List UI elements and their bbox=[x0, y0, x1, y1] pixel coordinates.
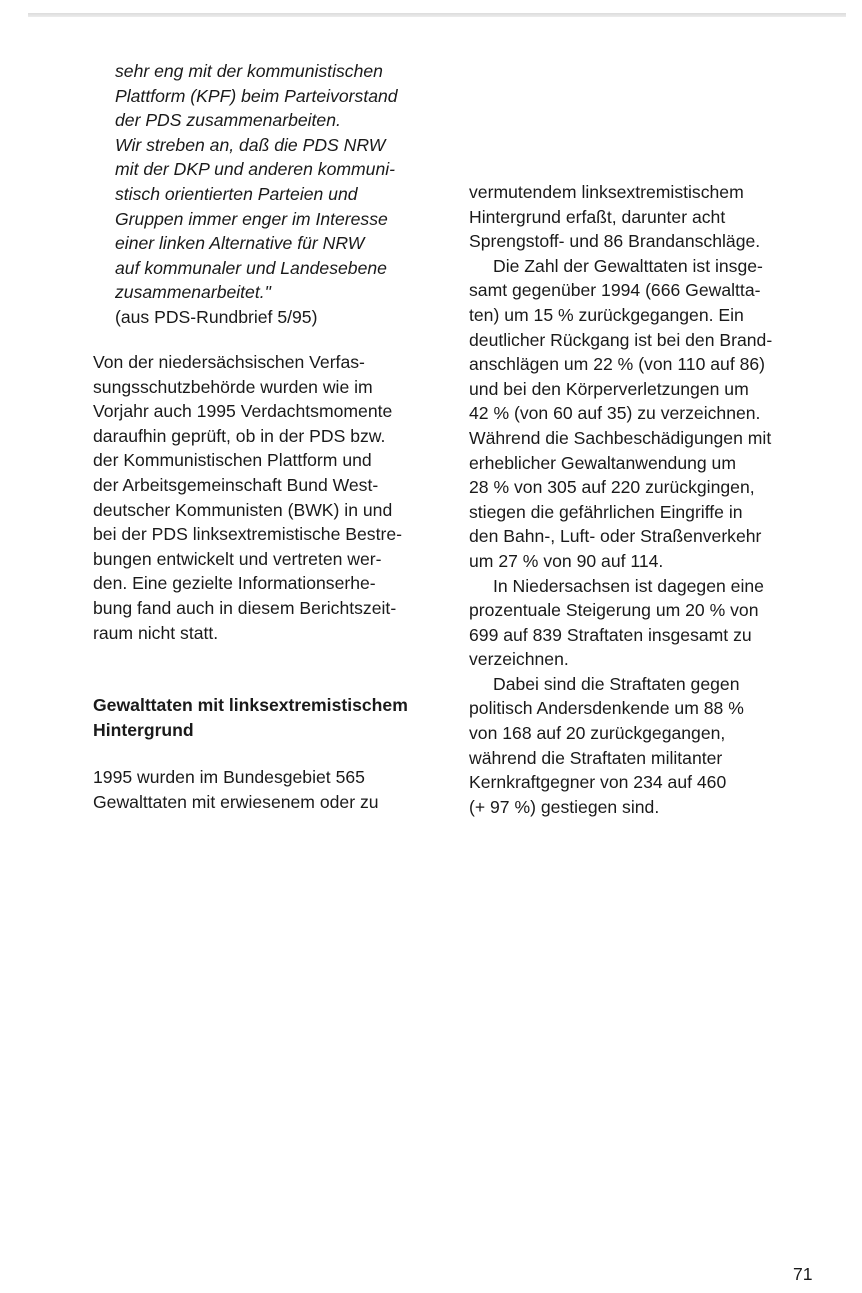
heading-line: Hintergrund bbox=[93, 719, 194, 740]
text-line: während die Straftaten militanter bbox=[469, 747, 723, 768]
text-line: In Niedersachsen ist dagegen eine bbox=[493, 575, 764, 596]
right-paragraph bbox=[469, 672, 819, 820]
text-line: der Kommunistischen Plattform und bbox=[93, 450, 372, 471]
quote-line: auf kommunaler und Landesebene bbox=[115, 257, 387, 278]
text-line: politisch Andersdenkende um 88 % bbox=[469, 698, 744, 719]
text-line: und bei den Körperverletzungen um bbox=[469, 378, 749, 399]
left-final-paragraph bbox=[93, 765, 438, 814]
quote-line: der PDS zusammenarbeiten. bbox=[115, 110, 341, 131]
text-line: samt gegenüber 1994 (666 Gewaltta- bbox=[469, 280, 761, 301]
text-line: Vorjahr auch 1995 Verdachtsmomente bbox=[93, 401, 393, 422]
quote-source: (aus PDS-Rundbrief 5/95) bbox=[115, 306, 318, 327]
left-body-paragraph bbox=[93, 350, 438, 645]
quote-line: sehr eng mit der kommunistischen bbox=[115, 61, 383, 81]
section-heading bbox=[93, 693, 438, 742]
text-line: prozentuale Steigerung um 20 % von bbox=[469, 600, 759, 621]
text-line: den Bahn-, Luft- oder Straßenverkehr bbox=[469, 526, 762, 547]
quote-line: Gruppen immer enger im Interesse bbox=[115, 208, 388, 229]
text-line: Sprengstoff- und 86 Brandanschläge. bbox=[469, 231, 761, 252]
text-line: 28 % von 305 auf 220 zurückgingen, bbox=[469, 477, 755, 498]
text-line: Gewalttaten mit erwiesenem oder zu bbox=[93, 791, 379, 812]
quote-line: Plattform (KPF) beim Parteivorstand bbox=[115, 85, 398, 106]
text-line: den. Eine gezielte Informationserhe- bbox=[93, 573, 376, 594]
right-column bbox=[469, 180, 819, 819]
text-line: (+ 97 %) gestiegen sind. bbox=[469, 796, 660, 817]
text-line: erheblicher Gewaltanwendung um bbox=[469, 452, 736, 473]
text-line: Von der niedersächsischen Verfas- bbox=[93, 352, 365, 372]
text-line: Während die Sachbeschädigungen mit bbox=[469, 427, 772, 448]
text-line: deutscher Kommunisten (BWK) in und bbox=[93, 499, 393, 520]
text-line: deutlicher Rückgang ist bei den Brand- bbox=[469, 329, 773, 350]
text-line: daraufhin geprüft, ob in der PDS bzw. bbox=[93, 425, 386, 446]
text-line: Kernkraftgegner von 234 auf 460 bbox=[469, 772, 727, 793]
quote-line: zusammenarbeitet." bbox=[115, 282, 271, 303]
quote-line: einer linken Alternative für NRW bbox=[115, 233, 365, 254]
text-line: bungen entwickelt und vertreten wer- bbox=[93, 548, 382, 569]
page-number: 71 bbox=[793, 1264, 813, 1284]
quote-block bbox=[115, 59, 445, 330]
text-line: Die Zahl der Gewalttaten ist insge- bbox=[493, 255, 763, 276]
text-line: ten) um 15 % zurückgegangen. Ein bbox=[469, 304, 744, 325]
text-line: Hintergrund erfaßt, darunter acht bbox=[469, 206, 726, 227]
text-line: sungsschutzbehörde wurden wie im bbox=[93, 376, 373, 397]
right-paragraph bbox=[469, 180, 819, 254]
top-border-rule bbox=[28, 13, 846, 17]
quote-line: stisch orientierten Parteien und bbox=[115, 183, 358, 204]
right-paragraph bbox=[469, 254, 819, 574]
text-line: bei der PDS linksextremistische Bestre- bbox=[93, 524, 402, 545]
text-line: bung fand auch in diesem Berichtszeit- bbox=[93, 597, 397, 618]
text-line: raum nicht statt. bbox=[93, 622, 219, 643]
text-line: 1995 wurden im Bundesgebiet 565 bbox=[93, 767, 365, 787]
text-line: stiegen die gefährlichen Eingriffe in bbox=[469, 501, 743, 522]
quote-line: mit der DKP und anderen kommuni- bbox=[115, 159, 395, 180]
right-paragraph bbox=[469, 574, 819, 672]
text-line: 42 % (von 60 auf 35) zu verzeichnen. bbox=[469, 403, 761, 424]
text-line: der Arbeitsgemeinschaft Bund West- bbox=[93, 474, 379, 495]
heading-line: Gewalttaten mit linksextremistischem bbox=[93, 695, 408, 715]
quote-line: Wir streben an, daß die PDS NRW bbox=[115, 134, 386, 155]
text-line: anschlägen um 22 % (von 110 auf 86) bbox=[469, 354, 766, 375]
text-line: Dabei sind die Straftaten gegen bbox=[493, 673, 740, 694]
text-line: um 27 % von 90 auf 114. bbox=[469, 550, 664, 571]
text-line: verzeichnen. bbox=[469, 649, 569, 670]
text-line: vermutendem linksextremistischem bbox=[469, 182, 744, 202]
text-line: von 168 auf 20 zurückgegangen, bbox=[469, 723, 726, 744]
text-line: 699 auf 839 Straftaten insgesamt zu bbox=[469, 624, 752, 645]
